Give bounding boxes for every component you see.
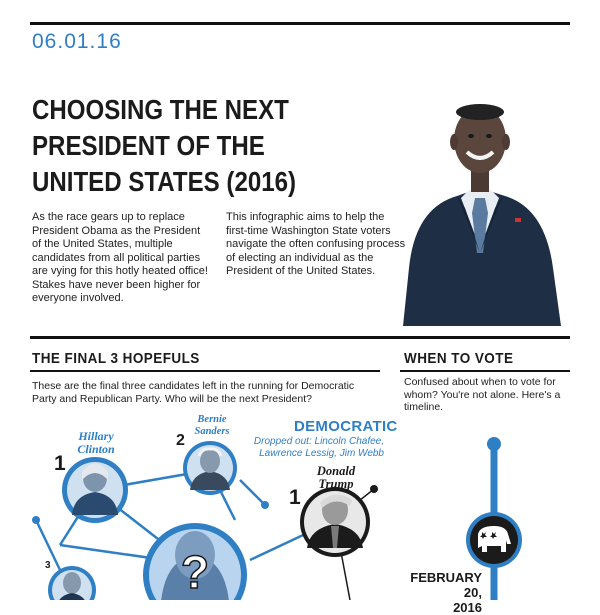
title-line-1: CHOOSING THE NEXT	[32, 94, 289, 125]
intro-paragraph-right: This infographic aims to help the first-time Washington State voters navigate the often confusing process of electing an individual as the President of the United States.	[226, 211, 406, 277]
intro-paragraph-left: As the race gears up to replace President Obama as the President of the United States, multiple candidates from all political parties are vying for this hotly heated office! Stakes have never been higher for everyone involved.	[32, 211, 208, 304]
network-node-dot	[370, 485, 378, 493]
timeline-event-date-line-1: FEBRUARY 20,	[410, 570, 482, 600]
candidate-3-rank: 3	[45, 560, 51, 571]
trump-rank: 1	[289, 486, 301, 509]
trump-first-name: Donald	[316, 464, 356, 478]
bernie-rank: 2	[176, 432, 185, 449]
dropped-out-note: Dropped out: Lincoln Chafee, Lawrence Lessig, Jim Webb	[253, 436, 384, 459]
hillary-rank: 1	[54, 452, 66, 475]
hopefuls-description: These are the final three candidates left in the running for Democratic Party and Republican Party. Who will be the next President?	[32, 380, 355, 405]
bernie-first-name: Bernie	[197, 414, 227, 425]
when-to-vote-underline	[400, 370, 570, 372]
candidate-3-node[interactable]	[48, 566, 96, 600]
donald-trump-node[interactable]	[300, 487, 370, 557]
hopefuls-title: THE FINAL 3 HOPEFULS	[32, 350, 200, 367]
hillary-last-name: Clinton	[77, 442, 115, 456]
hopefuls-underline	[30, 370, 380, 372]
title-line-3: UNITED STATES (2016)	[32, 166, 297, 197]
when-to-vote-description: Confused about when to vote for whom? You're not alone. Here's a timeline.	[404, 376, 561, 413]
when-to-vote-title: WHEN TO VOTE	[404, 350, 514, 367]
bernie-sanders-node[interactable]	[183, 441, 237, 495]
timeline-event-date	[390, 570, 482, 615]
republican-elephant-icon	[466, 512, 522, 568]
hillary-name	[66, 430, 126, 456]
hillary-clinton-node[interactable]	[62, 457, 128, 523]
issue-date: 06.01.16	[32, 30, 122, 53]
question-mark-text: ?	[180, 546, 210, 598]
hillary-first-name: Hillary	[78, 429, 114, 443]
trump-last-name: Trump	[318, 477, 354, 491]
bernie-last-name: Sanders	[194, 426, 230, 437]
bernie-name	[186, 414, 238, 438]
title-line-2: PRESIDENT OF THE	[32, 130, 265, 161]
trump-name	[305, 465, 367, 491]
democratic-label: DEMOCRATIC	[294, 418, 398, 435]
timeline-event-date-line-2: 2016	[453, 600, 482, 615]
